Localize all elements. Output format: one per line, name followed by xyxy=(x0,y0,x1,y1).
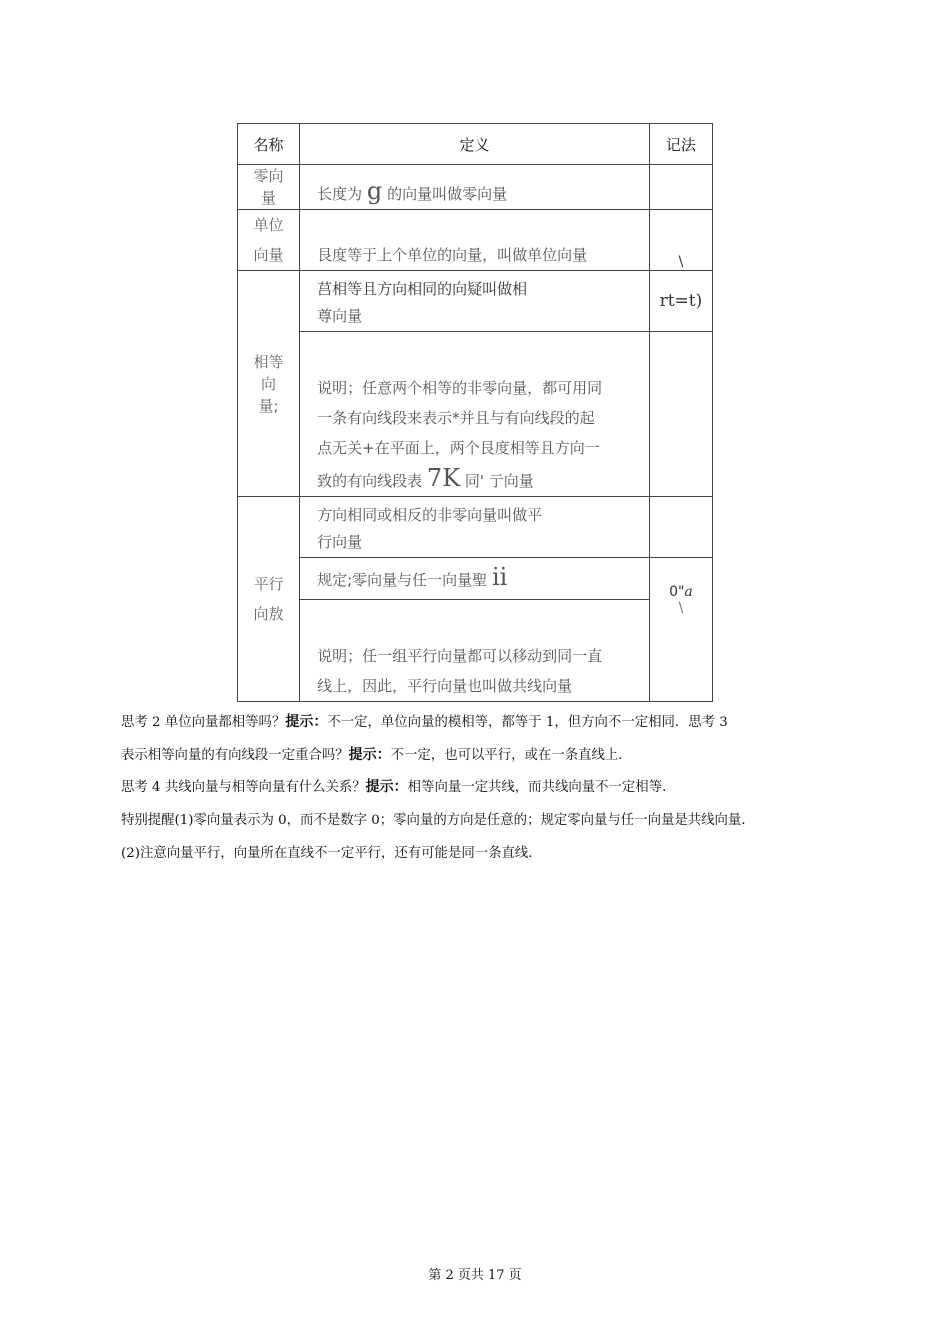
zero-vector-name xyxy=(238,165,300,210)
unit-vector-name xyxy=(238,210,300,271)
parallel-notation-zero: 0" xyxy=(669,584,685,600)
equal-def-line2: 尊向量 xyxy=(317,307,363,325)
parallel-name-line1: 平行 xyxy=(253,575,284,593)
parallel-def-line2: 行向量 xyxy=(317,533,363,551)
zero-def-after: 的向量叫做零向量 xyxy=(387,185,508,203)
equal-desc-line2: 一条有向线段来表示*并且与有向线段的起 xyxy=(317,409,595,427)
table-row xyxy=(238,600,713,702)
equal-desc-line1: 说明；任意两个相等的非零向量，都可用同 xyxy=(317,379,603,397)
paragraph-reminder-2: (2)注意向量平行，向量所在直线不一定平行，还有可能是同一条直线． xyxy=(121,846,542,861)
table-row xyxy=(238,497,713,558)
think-4-hint-label: 提示： xyxy=(365,779,408,795)
zero-name-line1: 零向 xyxy=(253,167,284,185)
equal-name-line3: 量; xyxy=(258,396,279,415)
equal-def-line1: 莒相等且方向相同的向疑叫做相 xyxy=(317,280,528,298)
think-4-answer: 相等向量一定共线，而共线向量不一定相等． xyxy=(407,780,676,795)
header-name: 名称 xyxy=(238,124,300,165)
equal-vector-notation: rt=t) xyxy=(649,271,712,332)
table-row xyxy=(238,165,713,210)
think-3-question: 表示相等向量的有向线段一定重合吗？ xyxy=(121,748,349,763)
equal-vector-name xyxy=(238,271,300,497)
unit-vector-definition: 艮度等于上个单位的向量，叫做单位向量 xyxy=(300,210,650,271)
equal-vector-description xyxy=(300,332,650,497)
equal-vector-definition xyxy=(300,271,650,332)
unit-vector-notation: \ xyxy=(649,210,712,271)
equal-vector-notation-empty xyxy=(649,332,712,497)
zero-def-before: 长度为 xyxy=(317,185,363,203)
zero-vector-notation xyxy=(649,165,712,210)
parallel-notation-a: a xyxy=(684,584,693,600)
parallel-desc-line1: 说明；任一组平行向量都可以移动到同一直 xyxy=(317,647,603,665)
parallel-def-line1: 方向相同或相反的非零向量叫做平 xyxy=(317,506,543,524)
parallel-vector-rule xyxy=(300,558,650,600)
think-2-hint-label: 提示： xyxy=(285,714,328,730)
table-row xyxy=(238,558,713,600)
think-2-answer: 不一定，单位向量的模相等，都等于 1，但方向不一定相同．思考 3 xyxy=(327,715,728,730)
equal-desc-line4 xyxy=(317,463,643,496)
equal-name-line1: 相等 xyxy=(253,352,284,371)
table-header-row xyxy=(238,124,713,165)
parallel-desc-line2: 线上，因此，平行向量也叫做共线向量 xyxy=(317,677,573,695)
parallel-vector-description xyxy=(300,600,650,702)
zero-name-line2: 量 xyxy=(261,189,277,207)
zero-vector-definition xyxy=(300,165,650,210)
parallel-rule-text: 规定;零向量与任一向量聖 xyxy=(317,571,488,589)
unit-name-line1: 单位 xyxy=(253,216,284,234)
header-definition: 定义 xyxy=(300,124,650,165)
think-3-hint-label: 提示： xyxy=(348,747,391,763)
equal-desc-line4-after: 同' 亍向量 xyxy=(464,472,534,490)
equal-desc-line3: 点无关+在平面上，两个艮度相等且方向一 xyxy=(317,439,600,457)
parallel-vector-name xyxy=(238,497,300,702)
table-row xyxy=(238,210,713,271)
parallel-vector-definition xyxy=(300,497,650,558)
table-row xyxy=(238,332,713,497)
zero-def-symbol: g xyxy=(366,177,383,205)
think-4-question: 思考 4 共线向量与相等向量有什么关系？ xyxy=(121,780,366,795)
table-row xyxy=(238,271,713,332)
parallel-vector-notation-empty xyxy=(649,497,712,558)
vector-definition-table xyxy=(237,123,713,702)
parallel-name-line2: 向敖 xyxy=(253,605,284,623)
paragraph-think-4 xyxy=(121,776,821,796)
equal-name-line2: 向 xyxy=(261,374,277,393)
think-2-question: 思考 2 单位向量都相等吗？ xyxy=(121,715,286,730)
think-3-answer: 不一定，也可以平行，或在一条直线上． xyxy=(390,748,632,763)
parallel-rule-symbol: ii xyxy=(491,563,508,591)
paragraph-think-3 xyxy=(121,744,821,764)
equal-desc-line4-symbol: 7K xyxy=(426,464,461,492)
paragraph-think-2 xyxy=(121,711,821,731)
equal-desc-line4-before: 致的有向线段表 xyxy=(317,472,423,490)
paragraph-reminder-1: 特别提醒(1)零向量表示为 0，而不是数字 0；零向量的方向是任意的；规定零向量与任一向量是共线向量． xyxy=(121,813,755,828)
parallel-notation-sub: \ xyxy=(678,600,684,616)
page-footer: 第 2 页共 17 页 xyxy=(428,1268,522,1283)
parallel-vector-notation xyxy=(649,558,712,702)
parallel-notation-main xyxy=(650,584,712,600)
unit-name-line2: 向量 xyxy=(253,246,284,264)
header-notation: 记法 xyxy=(649,124,712,165)
